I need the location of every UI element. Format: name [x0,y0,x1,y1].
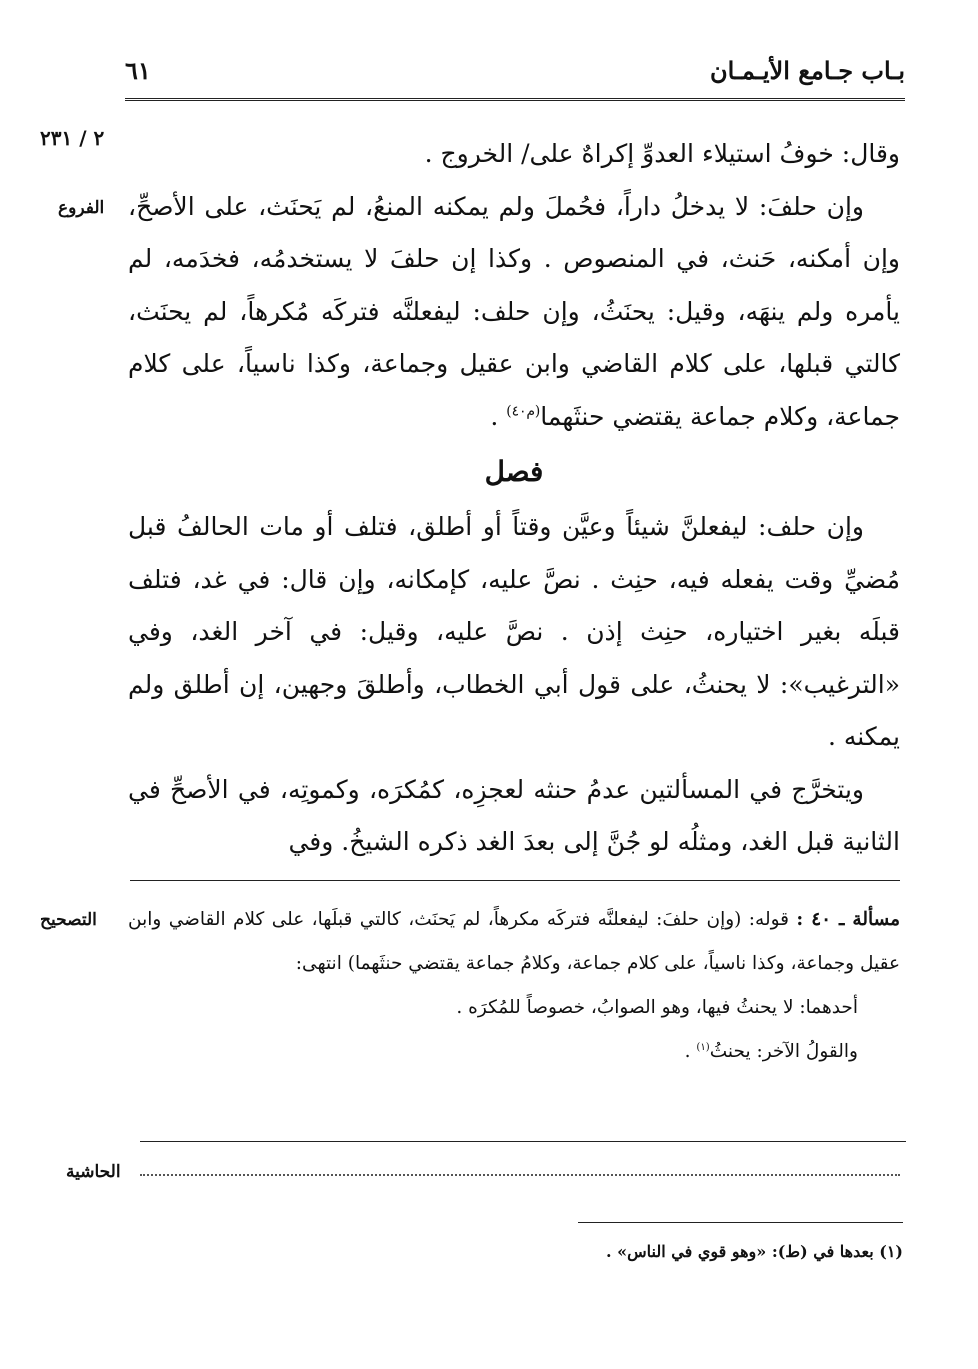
paragraph: ويتخرَّج في المسألتين عدمُ حنثه لعجزِه، كمُكرَه، وكموتِه، في الأصحِّ في الثانية قبل الغد، ومثلُه لو جُنَّ إلى بعدَ الغد ذكره الشيخُ. وفي [128,774,900,856]
margin-label-hashiya: الحاشية [66,1162,121,1182]
commentary-text [128,898,900,1074]
separator-line [140,1141,906,1142]
paragraph: وإن حلف: ليفعلنَّ شيئاً وعيَّن وقتاً أو أطلق، فتلف أو مات الحالفُ قبل مُضيِّ وقت يفعله فيه، حنِث . نصَّ عليه، كإمكانه، وإن قال: في غد، فتلف قبلَه بغير اختياره، حنِث إذن . نصَّ عليه، وقيل: في آخر الغد، وفي «الترغيب»: لا يحنثُ، على قول أبي الخطاب، وأطلقَ وجهين، إن أطلق ولم يمكنه . [128,512,900,751]
commentary-paragraph [128,898,900,986]
page-number: ٦١ [125,56,151,85]
volume-page-ref: ٢ / ٢٣١ [40,126,105,150]
footnote: (١) بعدها في (ط): «وهو قوي في الناس» . [606,1242,903,1261]
chapter-title: بـاب جـامع الأيـمـان [709,56,905,85]
commentary-paragraph-end: . [684,1041,697,1062]
paragraph-end: . [490,401,507,431]
commentary-paragraph: أحدهما: لا يحنثُ فيها، وهو الصوابُ، خصوصاً للمُكرَه . [456,997,858,1018]
hashiya-dotted-line [140,1174,900,1176]
footnote-separator [578,1222,903,1223]
footnote-ref: (١) [696,1041,710,1053]
masala-label: مسألة ـ ٤٠ : [796,909,901,930]
commentary-paragraph [128,1030,900,1074]
main-text [128,128,900,869]
margin-label-tashih: التصحيح [40,910,97,930]
paragraph: وقال: خوفُ استيلاء العدوِّ إكراهٌ على/ الخروج . [424,139,900,168]
commentary-paragraph-text: والقولُ الآخر: يحنثُ [709,1041,858,1062]
masala-ref: (م٤٠) [506,403,541,420]
commentary-paragraph-text: قوله: (وإن حلفَ: ليفعلنَّه فتركَه مكرهاً، لم يَحنَث، كالتي قبلَها، على كلام القاضي وابن عقيل وجماعة، وكذا ناسياً، على كلام جماعة، وكلامُ جماعة يقتضي حنثَهما) انتهى: [128,909,900,974]
paragraph-text: وإن حلفَ: لا يدخلُ داراً، فحُملَ ولم يمكنه المنعُ، لم يَحنَث، على الأصحِّ، وإن أمكنه، حَنث، في المنصوص . وكذا إن حلفَ لا يستخدمُه، فخدَمه، لم يأمره ولم ينهَه، وقيل: يحنَثُ، وإن حلف: ليفعلنَّه فتركَه مُكرهاً، لم يحنَث، كالتي قبلها، على كلام القاضي وابن عقيل وجماعة، وكذا ناسياً، على كلام جماعة، وكلام جماعة يقتضي حنثَهما [128,191,900,431]
separator-line [130,880,900,881]
margin-label-furu: الفروع [58,198,105,218]
section-heading: فصل [484,455,544,488]
paragraph [128,181,900,444]
running-header [125,48,905,101]
